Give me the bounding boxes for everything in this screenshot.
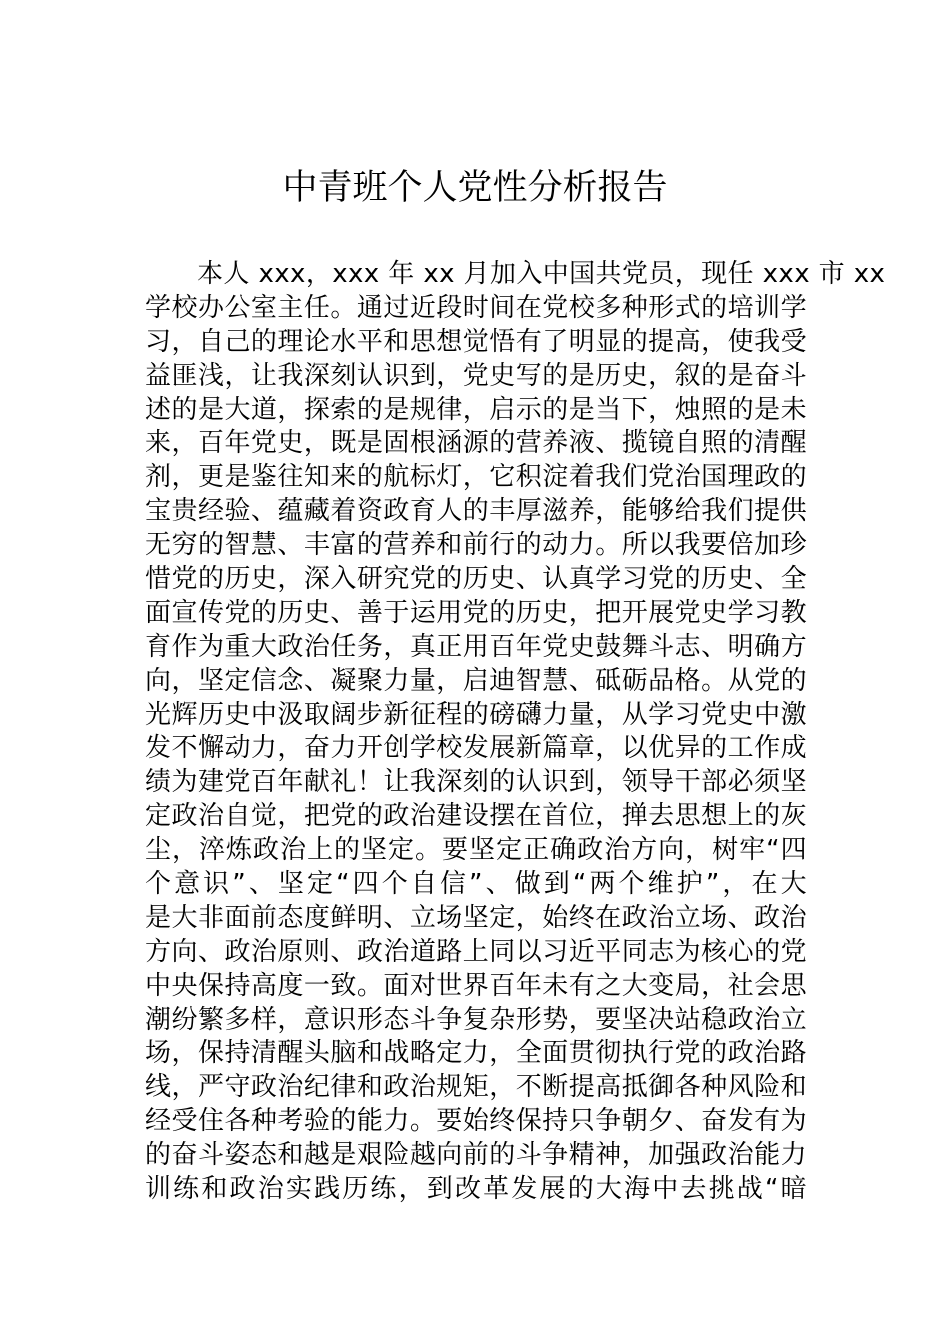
paragraph-line: 育作为重大政治任务，真正用百年党史鼓舞斗志、明确方 <box>145 631 807 662</box>
paragraph-line: 来，百年党史，既是固根涵源的营养液、揽镜自照的清醒 <box>145 428 807 459</box>
paragraph-line: 学校办公室主任。通过近段时间在党校多种形式的培训学 <box>145 292 807 323</box>
paragraph-line: 个意识”、坚定“四个自信”、做到“两个维护”，在大 <box>145 869 807 900</box>
paragraph-line: 中央保持高度一致。面对世界百年未有之大变局，社会思 <box>145 970 807 1001</box>
paragraph-line: 向，坚定信念、凝聚力量，启迪智慧、砥砺品格。从党的 <box>145 665 807 696</box>
paragraph-line: 经受住各种考验的能力。要始终保持只争朝夕、奋发有为 <box>145 1106 807 1137</box>
paragraph-line: 训练和政治实践历练，到改革发展的大海中去挑战“暗 <box>145 1174 807 1205</box>
paragraph-line: 本人 xxx，xxx 年 xx 月加入中国共党员，现任 xxx 市 xx <box>197 259 886 289</box>
paragraph-line: 线，严守政治纪律和政治规矩，不断提高抵御各种风险和 <box>145 1072 807 1103</box>
document-title: 中青班个人党性分析报告 <box>282 168 668 208</box>
paragraph-line: 面宣传党的历史、善于运用党的历史，把开展党史学习教 <box>145 597 807 628</box>
paragraph-line: 场，保持清醒头脑和战略定力，全面贯彻执行党的政治路 <box>145 1038 807 1069</box>
paragraph-line: 剂，更是鉴往知来的航标灯，它积淀着我们党治国理政的 <box>145 462 807 493</box>
paragraph-line: 是大非面前态度鲜明、立场坚定，始终在政治立场、政治 <box>145 902 807 933</box>
paragraph-line: 定政治自觉，把党的政治建设摆在首位，掸去思想上的灰 <box>145 801 807 832</box>
paragraph-line: 绩为建党百年献礼！让我深刻的认识到，领导干部必须坚 <box>145 767 807 798</box>
paragraph-line: 习，自己的理论水平和思想觉悟有了明显的提高，使我受 <box>145 326 807 357</box>
paragraph-line: 述的是大道，探索的是规律，启示的是当下，烛照的是未 <box>145 394 807 425</box>
paragraph-line: 宝贵经验、蕴藏着资政育人的丰厚滋养，能够给我们提供 <box>145 496 807 527</box>
paragraph-line: 潮纷繁多样，意识形态斗争复杂形势，要坚决站稳政治立 <box>145 1004 807 1035</box>
paragraph-line: 惜党的历史，深入研究党的历史、认真学习党的历史、全 <box>145 564 807 595</box>
paragraph-line: 光辉历史中汲取阔步新征程的磅礴力量，从学习党史中激 <box>145 699 807 730</box>
paragraph-line: 尘，淬炼政治上的坚定。要坚定正确政治方向，树牢“四 <box>145 835 807 866</box>
paragraph-line: 无穷的智慧、丰富的营养和前行的动力。所以我要倍加珍 <box>145 530 807 561</box>
paragraph-line: 发不懈动力，奋力开创学校发展新篇章，以优异的工作成 <box>145 733 807 764</box>
paragraph-line: 益匪浅，让我深刻认识到，党史写的是历史，叙的是奋斗 <box>145 360 807 391</box>
document-body <box>145 258 886 1207</box>
paragraph-line: 的奋斗姿态和越是艰险越向前的斗争精神，加强政治能力 <box>145 1140 807 1171</box>
paragraph-line: 方向、政治原则、政治道路上同以习近平同志为核心的党 <box>145 936 807 967</box>
